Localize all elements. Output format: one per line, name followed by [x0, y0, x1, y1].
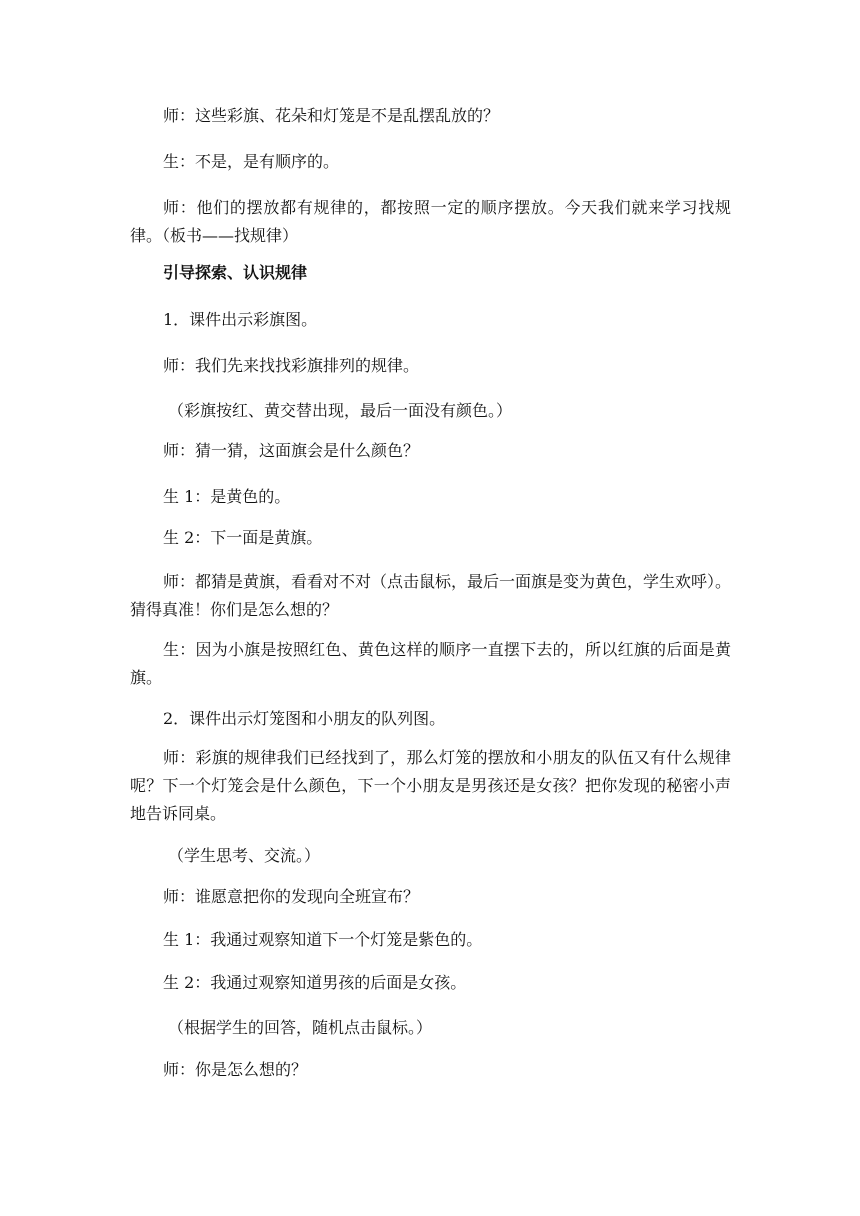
section-heading: 引导探索、认识规律	[163, 263, 308, 282]
paragraph-note-discuss: （学生思考、交流。）	[168, 846, 321, 865]
paragraph-teacher-lanterns: 师：彩旗的规律我们已经找到了，那么灯笼的摆放和小朋友的队伍又有什么规律呢？下一个灯笼会是什么颜色，下一个小朋友是男孩还是女孩？把你发现的秘密小声地告诉同桌。	[130, 748, 731, 823]
paragraph-teacher-check: 师：都猜是黄旗，看看对不对（点击鼠标，最后一面旗是变为黄色，学生欢呼）。猜得真准！你们是怎么想的？	[130, 572, 732, 619]
paragraph-step-2: 2．课件出示灯笼图和小朋友的队列图。	[163, 709, 446, 728]
paragraph-student-reason: 生：因为小旗是按照红色、黄色这样的顺序一直摆下去的，所以红旗的后面是黄旗。	[130, 640, 731, 687]
paragraph-step-1: 1．课件出示彩旗图。	[163, 310, 318, 329]
paragraph-student-2-children: 生 2：我通过观察知道男孩的后面是女孩。	[163, 973, 467, 992]
paragraph-teacher-share: 师：谁愿意把你的发现向全班宣布？	[163, 887, 420, 906]
paragraph-teacher-intro: 师：他们的摆放都有规律的，都按照一定的顺序摆放。今天我们就来学习找规律。（板书——找规律）	[130, 198, 731, 245]
paragraph-student-answer: 生：不是，是有顺序的。	[163, 152, 340, 171]
paragraph-teacher-flags: 师：我们先来找找彩旗排列的规律。	[163, 356, 420, 375]
paragraph-student-1-lantern: 生 1：我通过观察知道下一个灯笼是紫色的。	[163, 930, 483, 949]
paragraph-teacher-how: 师：你是怎么想的？	[163, 1060, 308, 1079]
paragraph-teacher-guess: 师：猜一猜，这面旗会是什么颜色？	[163, 441, 420, 460]
paragraph-teacher-question: 师：这些彩旗、花朵和灯笼是不是乱摆乱放的？	[163, 106, 500, 125]
paragraph-note-click: （根据学生的回答，随机点击鼠标。）	[168, 1018, 433, 1037]
paragraph-student-1-answer: 生 1：是黄色的。	[163, 487, 291, 506]
paragraph-student-2-answer: 生 2：下一面是黄旗。	[163, 528, 323, 547]
paragraph-note-flags: （彩旗按红、黄交替出现，最后一面没有颜色。）	[168, 401, 513, 420]
